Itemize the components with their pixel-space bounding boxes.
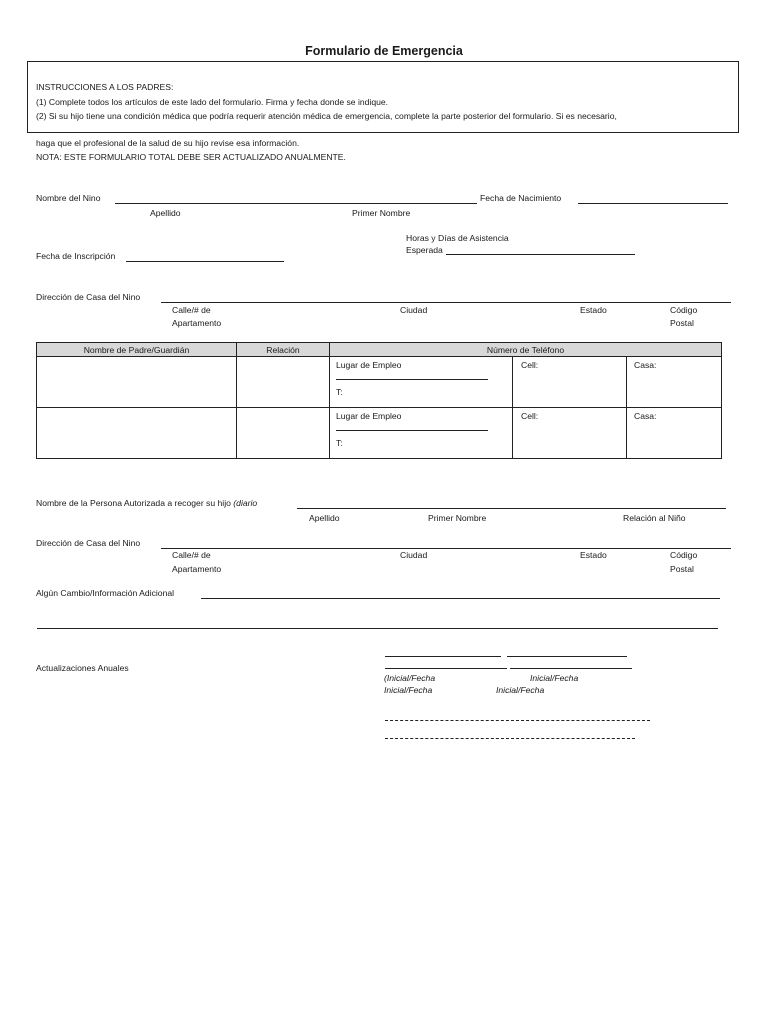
home-phone-cell[interactable]: [627, 408, 722, 459]
workplace-cell[interactable]: [330, 408, 513, 459]
annual-signature-line-3[interactable]: [385, 668, 507, 669]
hours-label-expected: Esperada: [406, 245, 443, 255]
initial-date-caption-3: Inicial/Fecha: [384, 685, 433, 695]
home-address-label: Dirección de Casa del Nino: [36, 292, 141, 302]
enroll-date-label: Fecha de Inscripción: [36, 251, 116, 261]
pickup-relation-caption: Relación al Niño: [623, 513, 686, 523]
home-phone-cell[interactable]: [627, 357, 722, 408]
city-caption: Ciudad: [400, 550, 428, 560]
cell-phone-label: Cell:: [521, 411, 539, 421]
annual-signature-line-4[interactable]: [510, 668, 632, 669]
pickup-address-field[interactable]: [161, 548, 731, 549]
table-row: [37, 408, 722, 459]
pickup-address-label: Dirección de Casa del Nino: [36, 538, 141, 548]
zip-caption: Código: [670, 550, 698, 560]
guardian-name-header: Nombre de Padre/Guardián: [37, 343, 237, 357]
annual-updates-label: Actualizaciones Anuales: [36, 663, 129, 673]
pickup-person-field[interactable]: [297, 508, 726, 509]
pickup-person-label: Nombre de la Persona Autorizada a recoger su hijo (diario: [36, 498, 258, 508]
initial-date-caption-4: Inicial/Fecha: [496, 685, 545, 695]
zip-caption-postal: Postal: [670, 564, 694, 574]
hours-label: Horas y Días de Asistencia: [406, 233, 509, 243]
phone-header: Número de Teléfono: [330, 343, 722, 357]
instructions-line-1: (1) Complete todos los artículos de este lado del formulario. Firma y fecha donde se indique.: [36, 97, 389, 107]
home-address-field[interactable]: [161, 302, 731, 303]
zip-caption-postal: Postal: [670, 318, 694, 328]
cell-phone-label: Cell:: [521, 360, 539, 370]
street-caption: Calle/# de: [172, 550, 211, 560]
pickup-surname-caption: Apellido: [309, 513, 340, 523]
city-caption: Ciudad: [400, 305, 428, 315]
guardian-name-cell[interactable]: [37, 357, 237, 408]
workplace-field[interactable]: [336, 379, 488, 380]
additional-info-field[interactable]: [201, 598, 720, 599]
workplace-label: Lugar de Empleo: [336, 360, 402, 370]
additional-info-label: Algún Cambio/Información Adicional: [36, 588, 175, 598]
annual-signature-line-1[interactable]: [385, 656, 501, 657]
dob-label: Fecha de Nacimiento: [480, 193, 562, 203]
street-caption: Calle/# de: [172, 305, 211, 315]
cell-phone-cell[interactable]: [513, 357, 627, 408]
state-caption: Estado: [580, 305, 607, 315]
home-phone-label: Casa:: [634, 360, 657, 370]
zip-caption: Código: [670, 305, 698, 315]
relation-cell[interactable]: [237, 408, 330, 459]
page-title: Formulario de Emergencia: [305, 44, 463, 58]
child-name-label: Nombre del Nino: [36, 193, 101, 203]
cell-phone-cell[interactable]: [513, 408, 627, 459]
initial-date-caption-1: (Inicial/Fecha: [384, 673, 436, 683]
state-caption: Estado: [580, 550, 607, 560]
apartment-caption: Apartamento: [172, 318, 222, 328]
surname-caption: Apellido: [150, 208, 181, 218]
work-phone-label: T:: [336, 438, 343, 448]
workplace-cell[interactable]: [330, 357, 513, 408]
pickup-daily-note: (diario: [233, 498, 258, 508]
apartment-caption: Apartamento: [172, 564, 222, 574]
relation-cell[interactable]: [237, 357, 330, 408]
child-name-field[interactable]: [115, 203, 477, 204]
hours-field[interactable]: [446, 254, 635, 255]
instructions-line-3: haga que el profesional de la salud de su hijo revise esa información.: [36, 138, 300, 148]
instructions-line-2: (2) Si su hijo tiene una condición médica que podría requerir atención médica de emergencia, complete la parte posterior del formulario. Si es necesario,: [36, 111, 617, 121]
pickup-firstname-caption: Primer Nombre: [428, 513, 487, 523]
enroll-date-field[interactable]: [126, 261, 284, 262]
work-phone-label: T:: [336, 387, 343, 397]
workplace-field[interactable]: [336, 430, 488, 431]
annual-signature-line-2[interactable]: [507, 656, 627, 657]
home-phone-label: Casa:: [634, 411, 657, 421]
initial-date-caption-2: Inicial/Fecha: [530, 673, 579, 683]
guardian-name-cell[interactable]: [37, 408, 237, 459]
annual-dashed-line-2[interactable]: [385, 738, 635, 739]
instructions-heading: INSTRUCCIONES A LOS PADRES:: [36, 82, 174, 92]
relation-header: Relación: [237, 343, 330, 357]
additional-info-field-2[interactable]: [37, 628, 718, 629]
firstname-caption: Primer Nombre: [352, 208, 411, 218]
guardian-table: [36, 342, 722, 459]
annual-dashed-line-1[interactable]: [385, 720, 650, 721]
annual-update-note: NOTA: ESTE FORMULARIO TOTAL DEBE SER ACTUALIZADO ANUALMENTE.: [36, 152, 346, 162]
workplace-label: Lugar de Empleo: [336, 411, 402, 421]
dob-field[interactable]: [578, 203, 728, 204]
table-row: [37, 357, 722, 408]
